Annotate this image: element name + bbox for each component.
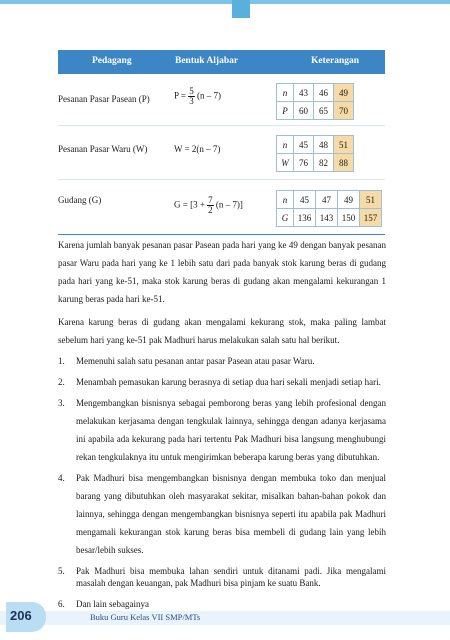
table-row — [58, 180, 385, 235]
row-formula — [174, 196, 243, 215]
value-cell-highlight: 51 — [334, 136, 354, 154]
value-row — [277, 102, 354, 120]
value-cell-highlight: 70 — [334, 102, 354, 120]
list-text: Menambah pemasukan karung berasnya di setiap dua hari sekali menjadi setiap hari. — [76, 377, 381, 387]
list-number: 3. — [58, 398, 65, 408]
value-label: n — [277, 191, 294, 209]
formula-rest: (n – 7) — [197, 90, 221, 101]
value-row — [277, 84, 354, 102]
value-cell: 143 — [316, 209, 338, 227]
value-table — [276, 135, 354, 172]
value-row — [277, 136, 354, 154]
list-number: 2. — [58, 377, 65, 387]
list-number: 1. — [58, 356, 65, 366]
fraction-denominator: 3 — [189, 96, 194, 106]
page-footer — [0, 602, 450, 640]
value-cell: 82 — [314, 154, 334, 172]
fraction-numerator: 7 — [208, 195, 213, 205]
value-row — [277, 154, 354, 172]
value-label: n — [277, 136, 294, 154]
header-keterangan: Keterangan — [311, 56, 360, 66]
paragraph: Karena karung beras di gudang akan mengalami kekurang stok, maka paling lambat sebelum hari yang ke-51 pak Madhuri harus melakukan salah satu hal berikut. — [58, 317, 386, 345]
value-cell: 65 — [314, 102, 334, 120]
list-item — [58, 562, 386, 592]
list-item — [58, 373, 386, 391]
value-table — [276, 190, 382, 227]
value-cell-highlight: 51 — [360, 191, 382, 209]
value-cell: 45 — [294, 136, 314, 154]
row-name: Pesanan Pasar Waru (W) — [58, 144, 148, 154]
formula-lhs: G = [3 + — [174, 199, 205, 210]
list-text: Mengembangkan bisnisnya sebagai pemborong beras yang lebih profesional dengan melakukan kerjasama dengan tengkulak lainnya, sehingga dengan adanya kerjasama ini apabila ada kekurang pada hari tertentu Pak Madhuri bisa langsung menghubungi rekan tengkulaknya itu untuk mengirimkan beberapa karung beras yang dibutuhkan. — [76, 398, 386, 462]
numbered-list — [58, 352, 386, 613]
list-number: 4. — [58, 473, 65, 483]
value-cell: 45 — [294, 191, 316, 209]
book-title: Buku Guru Kelas VII SMP/MTs — [90, 612, 201, 622]
row-name: Pesanan Pasar Pasean (P) — [58, 94, 150, 104]
list-item — [58, 352, 386, 370]
top-header-band — [0, 0, 450, 22]
value-label: P — [277, 102, 294, 120]
table-row — [58, 74, 385, 126]
value-row — [277, 209, 382, 227]
list-text: Dan lain sebagainya — [76, 599, 149, 609]
formula-fraction — [207, 196, 214, 215]
table-row — [58, 126, 385, 180]
list-text: Memenuhi salah satu pesanan antar pasar Pasean atau pasar Waru. — [76, 356, 315, 366]
row-name: Gudang (G) — [58, 195, 102, 205]
page-number: 206 — [10, 608, 32, 623]
value-table — [276, 83, 354, 120]
value-label: n — [277, 84, 294, 102]
value-cell: 136 — [294, 209, 316, 227]
value-cell: 43 — [294, 84, 314, 102]
list-number: 6. — [58, 599, 65, 609]
paragraph: Karena jumlah banyak pesanan pasar Pasean pada hari yang ke 49 dengan banyak pesanan pasar Waru pada hari yang ke 1 lebih satu dari pada banyak stok karung beras di gudang pada hari yang ke-51, maka stok karung beras di gudang akan mengalami kekurangan 1 karung beras pada hari ke-51. — [58, 240, 386, 304]
data-table — [58, 50, 385, 235]
header-pedagang: Pedagang — [92, 56, 132, 66]
list-text: Pak Madhuri bisa membuka lahan sendiri untuk ditanami padi. Jika mengalami masalah dengan keuangan, pak Madhuri bisa pinjam ke suatu Bank. — [76, 566, 386, 588]
list-item — [58, 469, 386, 559]
value-cell-highlight: 88 — [334, 154, 354, 172]
fraction-denominator: 2 — [208, 205, 213, 215]
value-cell: 47 — [316, 191, 338, 209]
list-item — [58, 394, 386, 466]
header-bentuk-aljabar: Bentuk Aljabar — [175, 56, 239, 66]
value-label: W — [277, 154, 294, 172]
footer-band — [0, 611, 450, 625]
formula-fraction — [188, 87, 195, 106]
header-stripe — [0, 0, 450, 4]
list-text: Pak Madhuri bisa mengembangkan bisnisnya dengan membuka toko dan menjual barang yang dibutuhkan oleh masyarakat sekitar, misalkan bahan-bahan pokok dan lainnya, sehingga dengan mengembangkan bisnisnya seperti itu apabila pak Madhuri mengamali kekurangan stok karung beras bisa membeli di gudang lain yang lebih besar/lebih sukses. — [76, 473, 386, 555]
value-cell-highlight: 49 — [334, 84, 354, 102]
value-cell: 49 — [338, 191, 360, 209]
formula-rest: (n – 7)] — [215, 199, 243, 210]
table-header — [58, 50, 385, 74]
value-cell: 76 — [294, 154, 314, 172]
formula-lhs: P = — [174, 90, 186, 101]
list-number: 5. — [58, 566, 65, 576]
value-label: G — [277, 209, 294, 227]
value-cell: 46 — [314, 84, 334, 102]
value-row — [277, 191, 382, 209]
row-formula — [174, 87, 221, 106]
value-cell: 48 — [314, 136, 334, 154]
value-cell-highlight: 157 — [360, 209, 382, 227]
value-cell: 60 — [294, 102, 314, 120]
fraction-numerator: 5 — [189, 86, 194, 96]
header-tab-marker — [232, 0, 250, 18]
value-cell: 150 — [338, 209, 360, 227]
row-formula: W = 2(n – 7) — [174, 144, 221, 154]
